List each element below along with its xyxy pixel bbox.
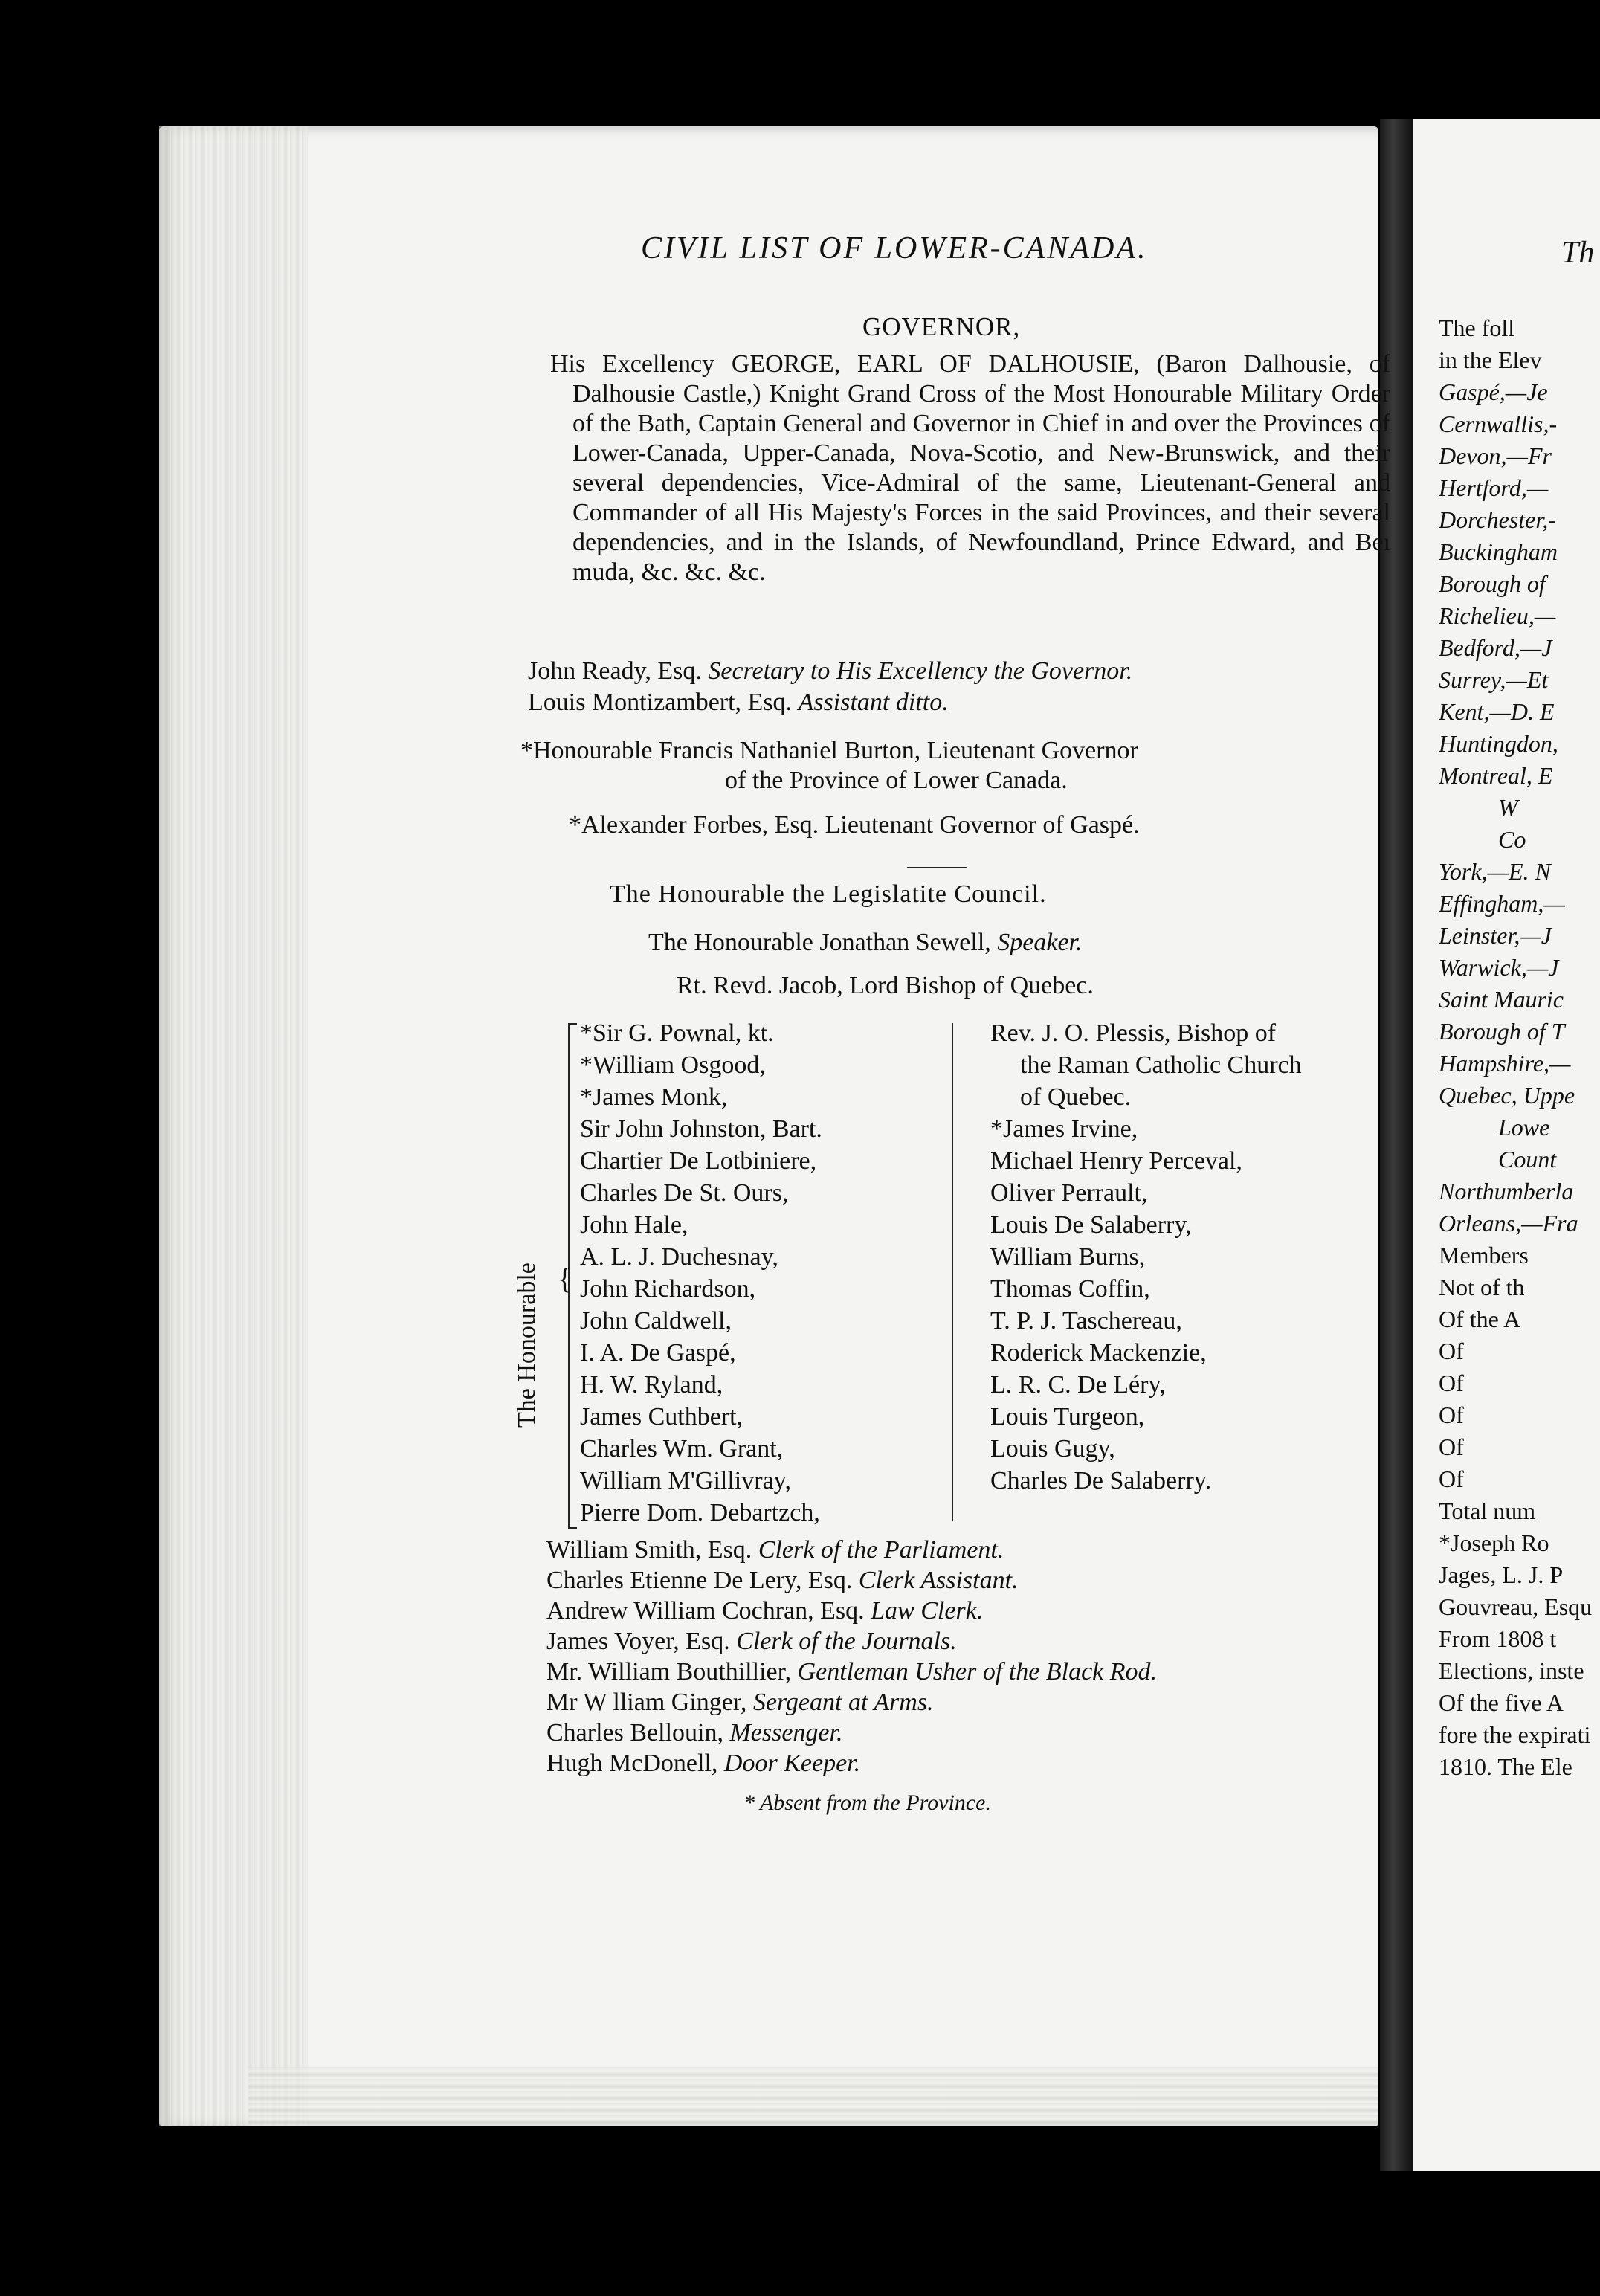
officer-role: Clerk Assistant.	[858, 1567, 1019, 1594]
officer-role: Clerk of the Journals.	[736, 1628, 957, 1655]
secretary-name: John Ready, Esq.	[528, 657, 702, 685]
right-page-line: Of the five A	[1439, 1689, 1564, 1716]
right-page-line: 1810. The Ele	[1439, 1753, 1572, 1780]
right-page-line: Count	[1498, 1146, 1557, 1173]
right-page-line: Hampshire,—	[1439, 1050, 1571, 1077]
right-page-line: Jages, L. J. P	[1439, 1561, 1564, 1588]
lt-governor-line-1: *Honourable Francis Nathaniel Burton, Lieutenant Governor	[520, 737, 1138, 764]
officer-role: Messenger.	[729, 1719, 843, 1747]
page-edge-bottom	[248, 2067, 1378, 2126]
council-member-left: *James Monk,	[580, 1083, 728, 1111]
right-page-line: Total num	[1439, 1497, 1536, 1524]
council-right-column	[990, 1017, 1302, 1497]
right-page-line: Gaspé,—Je	[1439, 378, 1548, 405]
council-member-right: Thomas Coffin,	[990, 1275, 1150, 1303]
right-page-line: *Joseph Ro	[1439, 1529, 1549, 1556]
council-member-right: William Burns,	[990, 1243, 1146, 1271]
right-page-line: Borough of	[1439, 570, 1546, 597]
secretary-line	[528, 657, 1132, 686]
right-page-line: Lowe	[1498, 1114, 1550, 1141]
officer-name: Mr W lliam Ginger,	[546, 1689, 753, 1716]
right-page-line: Cernwallis,-	[1439, 410, 1558, 437]
officer-line	[546, 1748, 1157, 1779]
right-page-line: Elections, inste	[1439, 1657, 1584, 1684]
council-member-left: John Richardson,	[580, 1275, 756, 1303]
council-member-right: T. P. J. Taschereau,	[990, 1307, 1182, 1335]
officer-name: Hugh McDonell,	[546, 1750, 724, 1777]
right-page-line: Leinster,—J	[1439, 922, 1552, 949]
council-member-right: Louis Turgeon,	[990, 1403, 1145, 1431]
right-page-line: Members	[1439, 1242, 1529, 1268]
brace-bottom	[568, 1527, 577, 1529]
lt-governor-gaspe: *Alexander Forbes, Esq. Lieutenant Governor of Gaspé.	[569, 811, 1140, 839]
officer-role: Law Clerk.	[871, 1597, 984, 1625]
council-member-left: William M'Gillivray,	[580, 1467, 791, 1494]
section-divider	[907, 867, 967, 868]
page-edge-left	[159, 126, 308, 2126]
council-member-right: of Quebec.	[1020, 1083, 1132, 1111]
council-member-right: L. R. C. De Léry,	[990, 1371, 1166, 1399]
speaker-line	[648, 928, 1083, 958]
right-page-line: fore the expirati	[1439, 1721, 1591, 1748]
right-page-line: Warwick,—J	[1439, 954, 1559, 981]
right-page-line: Buckingham	[1439, 538, 1558, 565]
council-member-left: Pierre Dom. Debartzch,	[580, 1499, 820, 1526]
right-page-line: York,—E. N	[1439, 858, 1551, 885]
officer-name: Charles Etienne De Lery, Esq.	[546, 1567, 859, 1594]
council-member-left: I. A. De Gaspé,	[580, 1339, 736, 1367]
council-member-left: Charles Wm. Grant,	[580, 1435, 784, 1463]
right-page-line: Quebec, Uppe	[1439, 1082, 1575, 1109]
right-page-line: Of	[1439, 1402, 1464, 1428]
officer-line	[546, 1626, 1157, 1657]
officer-name: Charles Bellouin,	[546, 1719, 730, 1747]
council-member-right: *James Irvine,	[990, 1115, 1138, 1143]
right-page-line: in the Elev	[1439, 346, 1542, 373]
right-page-line: Of	[1439, 1370, 1464, 1396]
officer-line	[546, 1687, 1157, 1718]
right-page-line: Hertford,—	[1439, 474, 1549, 501]
bishop-line: Rt. Revd. Jacob, Lord Bishop of Quebec.	[677, 972, 1094, 999]
right-page-line: Not of th	[1439, 1274, 1525, 1300]
council-member-right: Oliver Perrault,	[990, 1179, 1148, 1207]
officer-name: Mr. William Bouthillier,	[546, 1658, 798, 1686]
council-member-right: Michael Henry Perceval,	[990, 1147, 1242, 1175]
council-member-left: Charles De St. Ours,	[580, 1179, 789, 1207]
speaker-name: The Honourable Jonathan Sewell,	[648, 929, 991, 956]
right-page-line: Co	[1498, 826, 1526, 853]
council-member-left: A. L. J. Duchesnay,	[580, 1243, 778, 1271]
officer-role: Clerk of the Parliament.	[758, 1536, 1004, 1564]
officer-role: Door Keeper.	[723, 1750, 861, 1777]
right-page-line: Effingham,—	[1439, 890, 1565, 917]
right-page-lines	[1439, 312, 1600, 1783]
brace-top	[568, 1023, 577, 1025]
governor-heading: GOVERNOR,	[862, 312, 1021, 341]
council-member-left: *William Osgood,	[580, 1051, 766, 1079]
right-page-line: Of	[1439, 1338, 1464, 1364]
council-member-left: *Sir G. Pownal, kt.	[580, 1019, 774, 1047]
right-page-line: Orleans,—Fra	[1439, 1210, 1578, 1236]
council-member-right: Louis De Salaberry,	[990, 1211, 1192, 1239]
right-page-line: Richelieu,—	[1439, 602, 1556, 629]
right-page-line: Borough of T	[1439, 1018, 1565, 1045]
right-page-line: Of	[1439, 1434, 1464, 1460]
officer-line	[546, 1565, 1157, 1596]
council-member-right: the Raman Catholic Church	[1020, 1051, 1302, 1079]
right-page-line: Devon,—Fr	[1439, 442, 1552, 469]
speaker-role: Speaker.	[997, 929, 1083, 956]
officer-role: Gentleman Usher of the Black Rod.	[797, 1658, 1158, 1686]
officer-role: Sergeant at Arms.	[752, 1689, 934, 1716]
council-member-left: H. W. Ryland,	[580, 1371, 723, 1399]
right-page-line: Saint Mauric	[1439, 986, 1564, 1013]
assistant-name: Louis Montizambert, Esq.	[528, 689, 793, 716]
council-member-left: John Hale,	[580, 1211, 688, 1239]
council-member-right: Louis Gugy,	[990, 1435, 1115, 1463]
right-page-line: From 1808 t	[1439, 1625, 1557, 1652]
officer-line	[546, 1535, 1157, 1565]
council-member-left: Sir John Johnston, Bart.	[580, 1115, 822, 1143]
right-page-line: The foll	[1439, 315, 1515, 341]
footnote: * Absent from the Province.	[743, 1790, 991, 1815]
right-page-heading: Th	[1561, 236, 1595, 270]
council-member-left: James Cuthbert,	[580, 1403, 743, 1431]
lt-governor-line-2: of the Province of Lower Canada.	[725, 767, 1068, 794]
right-page-line: Montreal, E	[1439, 762, 1553, 789]
officer-line	[546, 1718, 1157, 1748]
council-member-left: Chartier De Lotbiniere,	[580, 1147, 817, 1175]
officer-name: William Smith, Esq.	[546, 1536, 758, 1564]
right-page-line: Gouvreau, Esqu	[1439, 1593, 1593, 1620]
council-heading: The Honourable the Legislatite Council.	[610, 880, 1047, 908]
brace-point: {	[558, 1262, 572, 1295]
council-member-right: Charles De Salaberry.	[990, 1467, 1212, 1494]
assistant-role: Assistant ditto.	[798, 689, 949, 716]
page-title: CIVIL LIST OF LOWER-CANADA.	[641, 231, 1148, 265]
governor-paragraph: His Excellency GEORGE, EARL OF DALHOUSIE, (Baron Dalhousie, of Dalhousie Castle,) Knight Grand Cross of the Most Honourable Military Order of the Bath, Captain General and Governor in Chief in and over the Provinces of Lower-Canada, Upper-Canada, Nova-Scotio, and New-Brunswick, and their several dependencies, Vice-Admiral of the same, Lieutenant-General and Commander of all His Majesty's Forces in the said Provinces, and their several dependencies, and in the Islands, of Newfoundland, Prince Edward, and Beı muda, &c. &c. &c.	[550, 350, 1390, 586]
right-page-line: Of	[1439, 1465, 1464, 1492]
council-left-column	[580, 1017, 822, 1529]
right-page-line: Of the A	[1439, 1306, 1521, 1332]
secretary-role: Secretary to His Excellency the Governor.	[708, 657, 1133, 685]
assistant-line	[528, 688, 949, 718]
council-member-left: John Caldwell,	[580, 1307, 732, 1335]
right-page-line: Surrey,—Et	[1439, 666, 1549, 693]
right-page-line: Bedford,—J	[1439, 634, 1552, 661]
right-page-line: Kent,—D. E	[1439, 698, 1555, 725]
right-page-line: W	[1498, 794, 1518, 821]
officer-name: Andrew William Cochran, Esq.	[546, 1597, 871, 1625]
council-member-right: Rev. J. O. Plessis, Bishop of	[990, 1019, 1277, 1047]
officers-list	[546, 1535, 1157, 1779]
officer-line	[546, 1657, 1157, 1687]
officer-name: James Voyer, Esq.	[546, 1628, 737, 1655]
right-page-line: Northumberla	[1439, 1178, 1574, 1205]
column-divider	[952, 1023, 953, 1521]
brace-label: The Honourable	[513, 1263, 541, 1428]
council-member-right: Roderick Mackenzie,	[990, 1339, 1207, 1367]
right-page-line: Huntingdon,	[1439, 730, 1558, 757]
right-page-line: Dorchester,-	[1439, 506, 1556, 533]
officer-line	[546, 1596, 1157, 1626]
